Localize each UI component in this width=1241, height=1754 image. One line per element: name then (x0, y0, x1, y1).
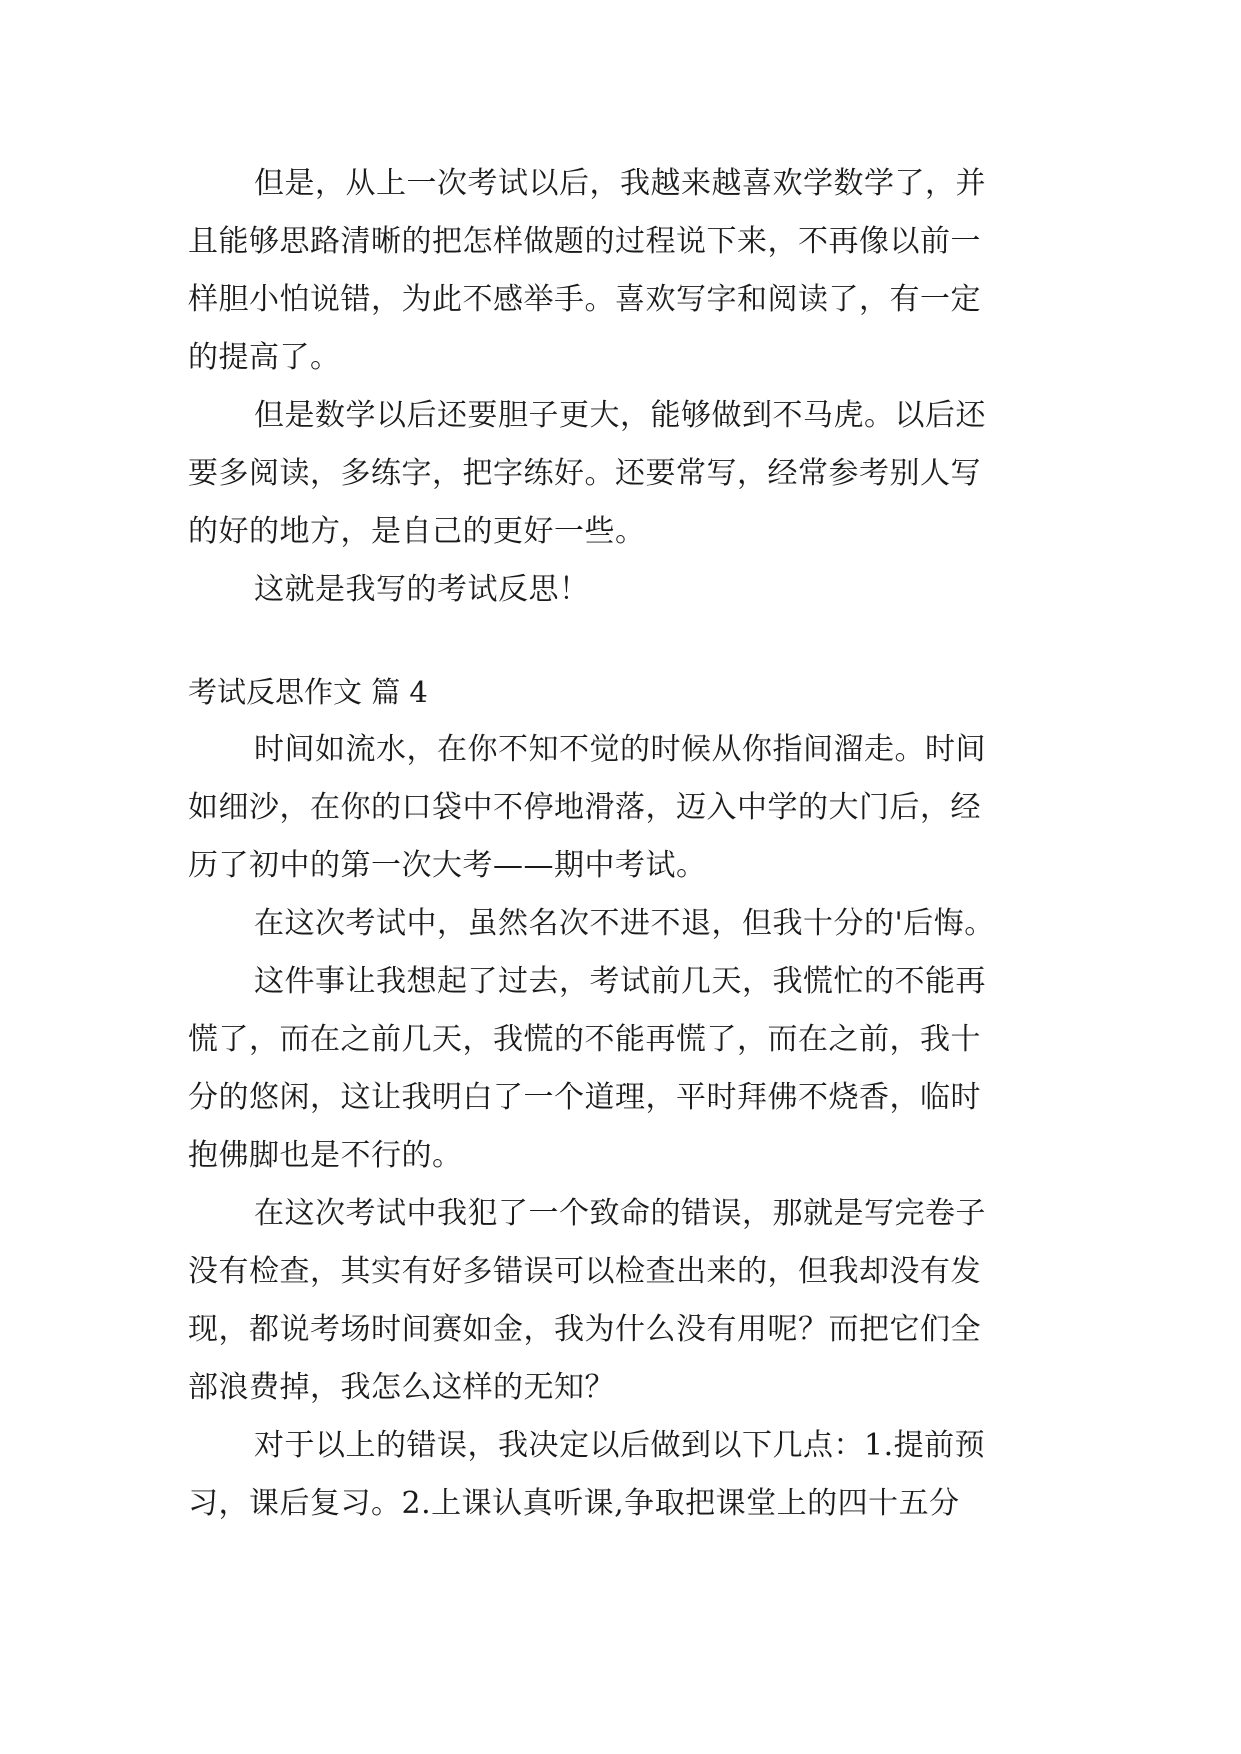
text-line: 在这次考试中，虽然名次不进不退，但我十分的'后悔。 (254, 906, 995, 941)
text-line: 抱佛脚也是不行的。 (188, 1138, 463, 1173)
text-line: 时间如流水，在你不知不觉的时候从你指间溜走。时间 (254, 732, 986, 767)
text-line: 部浪费掉，我怎么这样的无知？ (188, 1370, 615, 1405)
section-heading: 考试反思作文 篇 4 (188, 675, 428, 709)
paragraph (188, 155, 1058, 387)
text-line: 要多阅读，多练字，把字练好。还要常写，经常参考别人写 (188, 456, 981, 491)
text-line: 历了初中的第一次大考——期中考试。 (188, 848, 707, 883)
text-line: 但是，从上一次考试以后，我越来越喜欢学数学了，并 (254, 166, 986, 201)
paragraph (188, 387, 1058, 561)
paragraph (188, 895, 1058, 953)
text-line: 对于以上的错误，我决定以后做到以下几点：1.提前预 (254, 1428, 986, 1463)
text-line: 的好的地方，是自己的更好一些。 (188, 514, 646, 549)
document-body (188, 155, 1058, 1533)
text-line: 但是数学以后还要胆子更大，能够做到不马虎。以后还 (254, 398, 986, 433)
text-line: 现，都说考场时间赛如金，我为什么没有用呢？而把它们全 (188, 1312, 981, 1347)
section-spacer (188, 619, 1058, 663)
text-line: 习，课后复习。2.上课认真听课,争取把课堂上的四十五分 (188, 1486, 960, 1521)
text-line: 在这次考试中我犯了一个致命的错误，那就是写完卷子 (254, 1196, 986, 1231)
paragraph (188, 1417, 1058, 1533)
text-line: 没有检查，其实有好多错误可以检查出来的，但我却没有发 (188, 1254, 981, 1289)
text-line: 这就是我写的考试反思！ (254, 572, 590, 607)
text-line: 慌了，而在之前几天，我慌的不能再慌了，而在之前，我十 (188, 1022, 981, 1057)
paragraph (188, 953, 1058, 1185)
text-line: 样胆小怕说错，为此不感举手。喜欢写字和阅读了，有一定 (188, 282, 981, 317)
text-line: 如细沙，在你的口袋中不停地滑落，迈入中学的大门后，经 (188, 790, 981, 825)
paragraph (188, 561, 1058, 619)
paragraph (188, 721, 1058, 895)
text-line: 且能够思路清晰的把怎样做题的过程说下来，不再像以前一 (188, 224, 981, 259)
text-line: 的提高了。 (188, 340, 341, 375)
paragraph (188, 1185, 1058, 1417)
text-line: 分的悠闲，这让我明白了一个道理，平时拜佛不烧香，临时 (188, 1080, 981, 1115)
text-line: 这件事让我想起了过去，考试前几天，我慌忙的不能再 (254, 964, 986, 999)
